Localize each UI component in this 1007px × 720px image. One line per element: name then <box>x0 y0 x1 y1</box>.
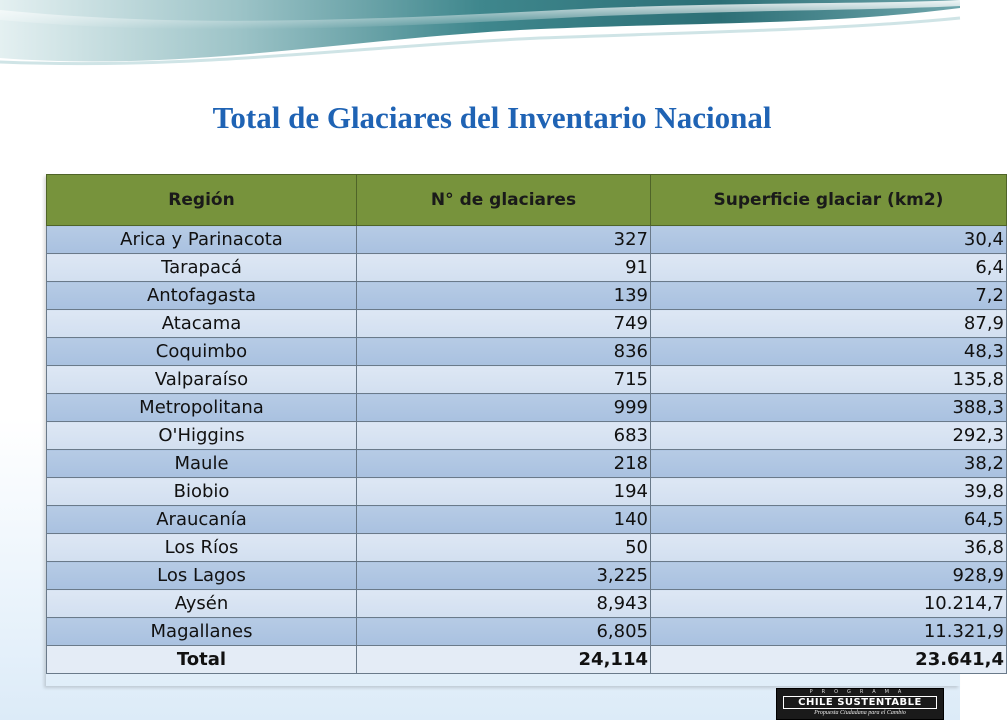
cell-glacier-count: 218 <box>357 450 651 478</box>
cell-glacier-area: 48,3 <box>651 338 1007 366</box>
table-row <box>47 226 1007 254</box>
table-row <box>47 506 1007 534</box>
cell-region: Tarapacá <box>47 254 357 282</box>
cell-glacier-count: 24,114 <box>357 646 651 674</box>
cell-glacier-area: 10.214,7 <box>651 590 1007 618</box>
cell-region: Araucanía <box>47 506 357 534</box>
table-row <box>47 366 1007 394</box>
cell-region: Aysén <box>47 590 357 618</box>
cell-glacier-count: 999 <box>357 394 651 422</box>
cell-region: Total <box>47 646 357 674</box>
cell-region: Los Ríos <box>47 534 357 562</box>
chile-sustentable-logo <box>776 688 944 720</box>
cell-glacier-count: 836 <box>357 338 651 366</box>
table-row <box>47 394 1007 422</box>
cell-glacier-area: 39,8 <box>651 478 1007 506</box>
table-row <box>47 338 1007 366</box>
cell-glacier-area: 87,9 <box>651 310 1007 338</box>
cell-region: Arica y Parinacota <box>47 226 357 254</box>
table-row <box>47 282 1007 310</box>
cell-glacier-count: 715 <box>357 366 651 394</box>
table-total-row <box>47 646 1007 674</box>
table-row <box>47 618 1007 646</box>
table-row <box>47 254 1007 282</box>
cell-glacier-area: 7,2 <box>651 282 1007 310</box>
table-row <box>47 310 1007 338</box>
glacier-table <box>46 174 1007 674</box>
header-glacier-count: N° de glaciares <box>357 175 651 226</box>
table-row <box>47 562 1007 590</box>
logo-name: CHILE SUSTENTABLE <box>783 696 937 709</box>
cell-region: Metropolitana <box>47 394 357 422</box>
table-row <box>47 534 1007 562</box>
cell-glacier-count: 91 <box>357 254 651 282</box>
header-glacier-area: Superficie glaciar (km2) <box>651 175 1007 226</box>
cell-region: Valparaíso <box>47 366 357 394</box>
table-header-row <box>47 175 1007 226</box>
cell-region: Maule <box>47 450 357 478</box>
header-wave-banner <box>0 0 960 70</box>
table-row <box>47 590 1007 618</box>
cell-region: O'Higgins <box>47 422 357 450</box>
cell-region: Coquimbo <box>47 338 357 366</box>
cell-glacier-area: 6,4 <box>651 254 1007 282</box>
cell-glacier-area: 30,4 <box>651 226 1007 254</box>
cell-glacier-area: 64,5 <box>651 506 1007 534</box>
logo-tagline: Propuesta Ciudadana para el Cambio <box>814 710 906 716</box>
cell-glacier-area: 36,8 <box>651 534 1007 562</box>
cell-glacier-count: 8,943 <box>357 590 651 618</box>
logo-program-label: PROGRAMA <box>809 689 911 695</box>
header-region: Región <box>47 175 357 226</box>
cell-glacier-area: 23.641,4 <box>651 646 1007 674</box>
cell-glacier-count: 50 <box>357 534 651 562</box>
cell-region: Los Lagos <box>47 562 357 590</box>
cell-glacier-area: 292,3 <box>651 422 1007 450</box>
cell-glacier-count: 140 <box>357 506 651 534</box>
cell-glacier-count: 139 <box>357 282 651 310</box>
cell-region: Atacama <box>47 310 357 338</box>
cell-region: Magallanes <box>47 618 357 646</box>
cell-glacier-count: 327 <box>357 226 651 254</box>
page-title: Total de Glaciares del Inventario Nacional <box>212 100 772 135</box>
glacier-table-container <box>46 174 1004 686</box>
table-body <box>47 226 1007 674</box>
cell-glacier-count: 194 <box>357 478 651 506</box>
cell-glacier-count: 749 <box>357 310 651 338</box>
cell-glacier-area: 135,8 <box>651 366 1007 394</box>
cell-region: Antofagasta <box>47 282 357 310</box>
table-row <box>47 422 1007 450</box>
cell-glacier-count: 3,225 <box>357 562 651 590</box>
cell-glacier-area: 928,9 <box>651 562 1007 590</box>
cell-glacier-count: 683 <box>357 422 651 450</box>
cell-glacier-count: 6,805 <box>357 618 651 646</box>
cell-glacier-area: 388,3 <box>651 394 1007 422</box>
cell-glacier-area: 38,2 <box>651 450 1007 478</box>
cell-glacier-area: 11.321,9 <box>651 618 1007 646</box>
cell-region: Biobio <box>47 478 357 506</box>
table-row <box>47 450 1007 478</box>
table-row <box>47 478 1007 506</box>
